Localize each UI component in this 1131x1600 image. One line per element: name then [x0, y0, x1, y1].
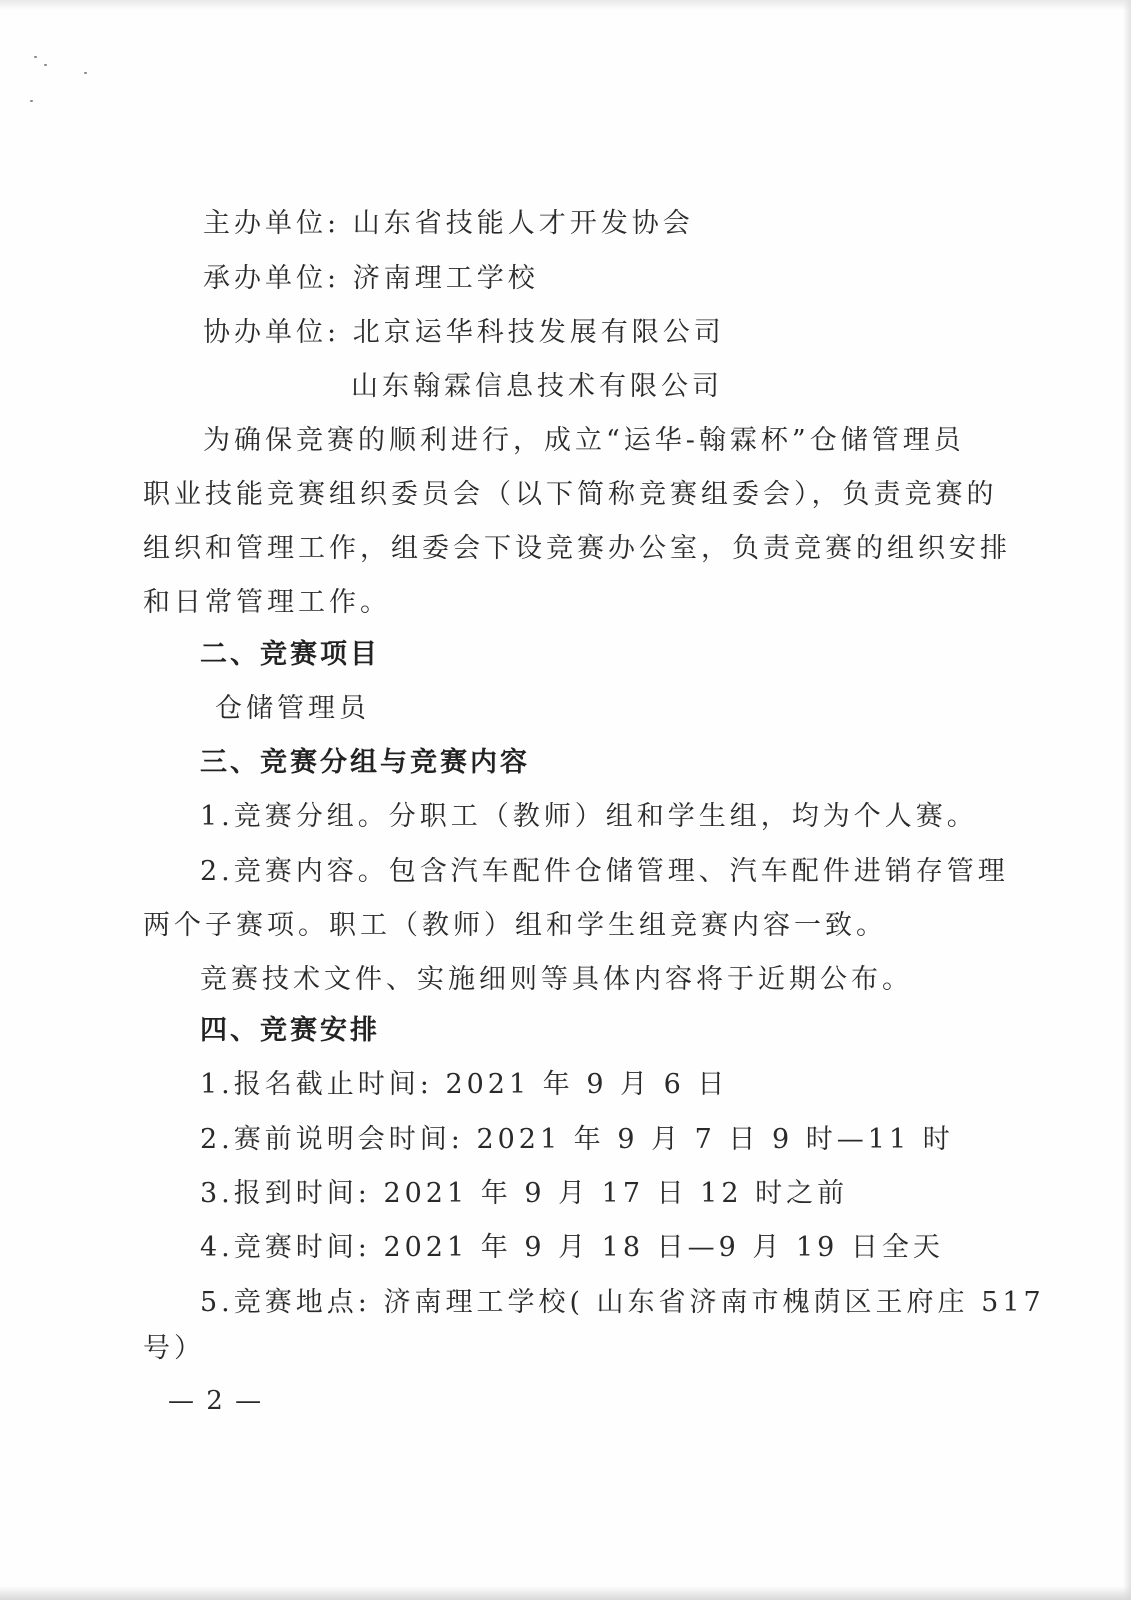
undertaker-line: [203, 262, 539, 296]
section-2-content: 仓储管理员: [215, 693, 370, 724]
intro-line-4: 和日常管理工作。: [143, 587, 391, 618]
page-number: — 2 —: [168, 1386, 264, 1416]
section-3-item-1: 1.竞赛分组。分职工（教师）组和学生组，均为个人赛。: [200, 801, 978, 832]
scan-edge-right: [1123, 0, 1131, 1600]
scan-speck: [44, 64, 47, 66]
scan-speck: [84, 72, 87, 74]
undertaker-label: 承办单位:: [203, 263, 341, 294]
section-2-heading: 二、竞赛项目: [200, 639, 380, 670]
intro-line-2: 职业技能竞赛组织委员会（以下简称竞赛组委会），负责竞赛的: [143, 479, 998, 510]
section-3-note: 竞赛技术文件、实施细则等具体内容将于近期公布。: [200, 964, 913, 995]
section-4-heading: 四、竞赛安排: [200, 1015, 380, 1046]
intro-line-3: 组织和管理工作，组委会下设竞赛办公室，负责竞赛的组织安排: [143, 533, 1011, 564]
scan-speck: [30, 100, 33, 102]
cooperator-value-1: 北京运华科技发展有限公司: [352, 317, 725, 348]
scan-edge-top: [0, 0, 1131, 10]
section-4-item-4: 4.竞赛时间: 2021 年 9 月 18 日—9 月 19 日全天: [200, 1232, 944, 1263]
intro-line-1: 为确保竞赛的顺利进行，成立“运华-翰霖杯”仓储管理员: [203, 425, 965, 456]
host-label: 主办单位:: [203, 208, 341, 239]
section-4-item-3: 3.报到时间: 2021 年 9 月 17 日 12 时之前: [200, 1178, 849, 1209]
cooperator-line: [203, 316, 725, 350]
section-4-item-1: 1.报名截止时间: 2021 年 9 月 6 日: [200, 1069, 729, 1100]
host-value: 山东省技能人才开发协会: [352, 208, 694, 239]
section-3-heading: 三、竞赛分组与竞赛内容: [200, 747, 530, 778]
scan-edge-bottom: [0, 1586, 1131, 1600]
section-4-item-5-line-2: 号）: [143, 1333, 205, 1364]
scan-speck: [34, 56, 37, 58]
undertaker-value: 济南理工学校: [352, 263, 539, 294]
cooperator-value-2: 山东翰霖信息技术有限公司: [351, 371, 723, 402]
section-3-item-2-line-2: 两个子赛项。职工（教师）组和学生组竞赛内容一致。: [143, 910, 887, 941]
section-4-item-5-line-1: 5.竞赛地点: 济南理工学校( 山东省济南市槐荫区王府庄 517: [200, 1287, 1045, 1318]
section-3-item-2-line-1: 2.竞赛内容。包含汽车配件仓储管理、汽车配件进销存管理: [200, 856, 1009, 887]
host-line: [203, 207, 694, 241]
cooperator-label: 协办单位:: [203, 317, 341, 348]
section-4-item-2: 2.赛前说明会时间: 2021 年 9 月 7 日 9 时—11 时: [200, 1124, 954, 1155]
